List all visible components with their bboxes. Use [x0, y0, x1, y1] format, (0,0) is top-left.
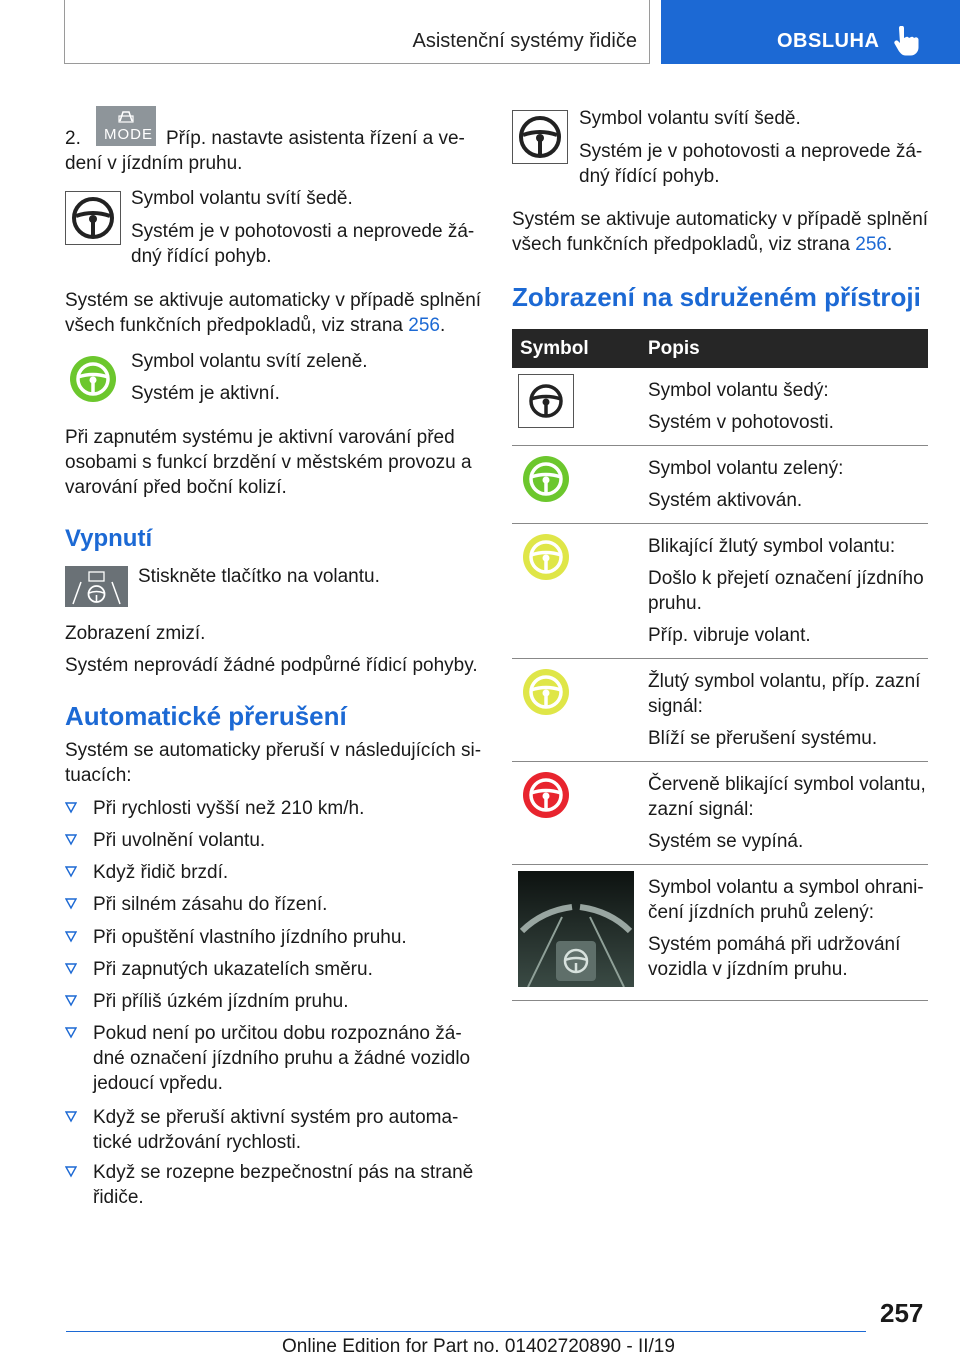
bullet-text-line: jedoucí vpředu.: [93, 1073, 223, 1094]
bullet-text-line: Při silném zásahu do řízení.: [93, 894, 328, 915]
left-gray-line3: dný řídící pohyb.: [131, 246, 272, 267]
table-cell-symbol: [512, 524, 640, 659]
right-gray-line2: Systém je v pohotovosti a neprovede žá-: [579, 141, 923, 162]
description-line: Blíží se přerušení systému.: [648, 728, 878, 749]
left-green-line2: Systém je aktivní.: [131, 383, 280, 404]
heading-vypnuti: Vypnutí: [65, 525, 153, 552]
description-line: Symbol volantu a symbol ohrani-čení jízdních pruhů zelený:: [648, 877, 924, 923]
table-row: [512, 762, 928, 865]
step-text-line2: dení v jízdním pruhu.: [65, 153, 243, 174]
bullet-text: [93, 989, 483, 1014]
bullet-text-line: Při příliš úzkém jízdním pruhu.: [93, 991, 349, 1012]
description-line: Symbol volantu zelený:: [648, 458, 844, 479]
right-auto-text: všech funkčních předpokladů, viz strana: [512, 234, 850, 255]
description-line: Došlo k přejetí označení jízdního pruhu.: [648, 568, 924, 614]
table-cell-description: [640, 524, 928, 659]
step-text-line1: Příp. nastavte asistenta řízení a ve-: [166, 128, 465, 149]
table-cell-description: [640, 865, 928, 1001]
right-gray-line3: dný řídící pohyb.: [579, 166, 720, 187]
right-auto-page-link[interactable]: 256: [855, 234, 887, 255]
bullet-text: [93, 957, 483, 982]
description-line: Systém se vypíná.: [648, 831, 804, 852]
left-warn-line1: Při zapnutém systému je aktivní varování před: [65, 427, 455, 448]
bullet-triangle-icon: [65, 896, 77, 910]
left-auto-end: .: [439, 315, 446, 336]
table-row: [512, 524, 928, 659]
description-line: Symbol volantu šedý:: [648, 380, 829, 401]
steering-wheel-green-icon: [65, 352, 121, 406]
bullet-triangle-icon: [65, 1025, 77, 1039]
table-cell-description: [640, 446, 928, 524]
footer-edition: Online Edition for Part no. 01402720890 - II/19: [282, 1336, 675, 1357]
lane-display-icon: [518, 871, 634, 987]
bullet-text-line: tické udržování rychlosti.: [93, 1132, 302, 1153]
header-section-box: [64, 0, 650, 64]
table-cell-symbol: [512, 762, 640, 865]
right-auto-line1: Systém se aktivuje automaticky v případě splnění: [512, 209, 929, 230]
bullet-text-line: Při zapnutých ukazatelích směru.: [93, 959, 373, 980]
bullet-text: [93, 1021, 483, 1096]
interrupt-intro1: Systém se automaticky přeruší v následujících si-: [65, 740, 482, 761]
description-line: Červeně blikající symbol volantu, zazní signál:: [648, 774, 926, 820]
table-cell-symbol: [512, 446, 640, 524]
bullet-triangle-icon: [65, 800, 77, 814]
interrupt-intro2: tuacích:: [65, 765, 132, 786]
bullet-text-line: řidiče.: [93, 1187, 144, 1208]
bullet-text-line: Při opuštění vlastního jízdního pruhu.: [93, 927, 407, 948]
bullet-text: [93, 925, 483, 950]
table-row: [512, 659, 928, 762]
table-cell-description: [640, 762, 928, 865]
off-instruction: Stiskněte tlačítko na volantu.: [138, 566, 380, 587]
table-cell-symbol: [512, 865, 640, 1001]
bullet-text: [93, 1105, 483, 1155]
table-cell-description: [640, 368, 928, 446]
left-gray-line2: Systém je v pohotovosti a neprovede žá-: [131, 221, 475, 242]
heading-zobrazeni: Zobrazení na sdruženém přístroji: [512, 282, 921, 312]
description-line: Příp. vibruje volant.: [648, 625, 811, 646]
left-warn-line3: varování před boční kolizí.: [65, 477, 287, 498]
bullet-triangle-icon: [65, 864, 77, 878]
steering-wheel-gray-icon-right: [512, 110, 568, 164]
bullet-text-line: Když se přeruší aktivní systém pro automa-: [93, 1107, 459, 1128]
left-gray-line1: Symbol volantu svítí šedě.: [131, 188, 353, 209]
heading-automaticke-preruseni: Automatické přerušení: [65, 701, 347, 731]
description-line: Blikající žlutý symbol volantu:: [648, 536, 896, 557]
description-line: Systém aktivován.: [648, 490, 803, 511]
steering-wheel-gray-icon: [65, 191, 121, 245]
description-line: Systém pomáhá při udržování vozidla v jízdním pruhu.: [648, 934, 901, 980]
mode-button-label: MODE: [104, 126, 153, 143]
steering-wheel-green-icon: [518, 452, 574, 506]
left-green-line1: Symbol volantu svítí zeleně.: [131, 351, 368, 372]
left-auto-line2: [65, 313, 445, 338]
header-chapter-tab[interactable]: [661, 0, 960, 64]
right-auto-end: .: [886, 234, 893, 255]
steering-wheel-red-icon: [518, 768, 574, 822]
symbol-table: [512, 329, 928, 1001]
bullet-triangle-icon: [65, 993, 77, 1007]
description-line: Žlutý symbol volantu, příp. zazní signál:: [648, 671, 921, 717]
off-result1: Zobrazení zmizí.: [65, 623, 206, 644]
bullet-triangle-icon: [65, 961, 77, 975]
table-row: [512, 368, 928, 446]
steering-wheel-yellow-blink-icon: [518, 530, 574, 584]
steering-button-icon: [65, 566, 128, 607]
bullet-text: [93, 892, 483, 917]
table-cell-symbol: [512, 368, 640, 446]
table-cell-description: [640, 659, 928, 762]
table-header-description: Popis: [640, 329, 928, 368]
table-row: [512, 446, 928, 524]
header-chapter-title: OBSLUHA: [777, 30, 880, 52]
footer-divider: [66, 1331, 866, 1332]
table-header-row: [512, 329, 928, 368]
bullet-text-line: Při rychlosti vyšší než 210 km/h.: [93, 798, 365, 819]
page-number: 257: [880, 1298, 924, 1328]
right-gray-line1: Symbol volantu svítí šedě.: [579, 108, 801, 129]
bullet-text-line: Když se rozepne bezpečnostní pás na straně: [93, 1162, 474, 1183]
steering-wheel-yellow-icon: [518, 665, 574, 719]
step-number: 2.: [65, 128, 81, 149]
table-header-symbol: Symbol: [512, 329, 640, 368]
steering-wheel-gray-icon: [518, 374, 574, 428]
description-line: Systém v pohotovosti.: [648, 412, 834, 433]
bullet-text: [93, 828, 483, 853]
bullet-text-line: dné označení jízdního pruhu a žádné vozidlo: [93, 1048, 471, 1069]
bullet-text-line: Pokud není po určitou dobu rozpoznáno žá-: [93, 1023, 462, 1044]
table-cell-symbol: [512, 659, 640, 762]
bullet-triangle-icon: [65, 929, 77, 943]
table-row: [512, 865, 928, 1001]
bullet-text: [93, 860, 483, 885]
left-auto-page-link[interactable]: 256: [408, 315, 440, 336]
off-result2: Systém neprovádí žádné podpůrné řídicí pohyby.: [65, 655, 478, 676]
bullet-triangle-icon: [65, 1109, 77, 1123]
left-warn-line2: osobami s funkcí brzdění v městském provozu a: [65, 452, 472, 473]
bullet-triangle-icon: [65, 832, 77, 846]
mode-button-icon: [96, 106, 156, 146]
bullet-text-line: Když řidič brzdí.: [93, 862, 229, 883]
table-body: [512, 368, 928, 1001]
bullet-text: [93, 796, 483, 821]
right-auto-line2: [512, 232, 892, 257]
left-auto-text: všech funkčních předpokladů, viz strana: [65, 315, 403, 336]
bullet-text: [93, 1160, 483, 1210]
header-section-title: Asistenční systémy řidiče: [412, 30, 637, 52]
bullet-triangle-icon: [65, 1164, 77, 1178]
hand-pointer-icon: [893, 26, 919, 56]
left-auto-line1: Systém se aktivuje automaticky v případě splnění: [65, 290, 482, 311]
bullet-text-line: Při uvolnění volantu.: [93, 830, 266, 851]
